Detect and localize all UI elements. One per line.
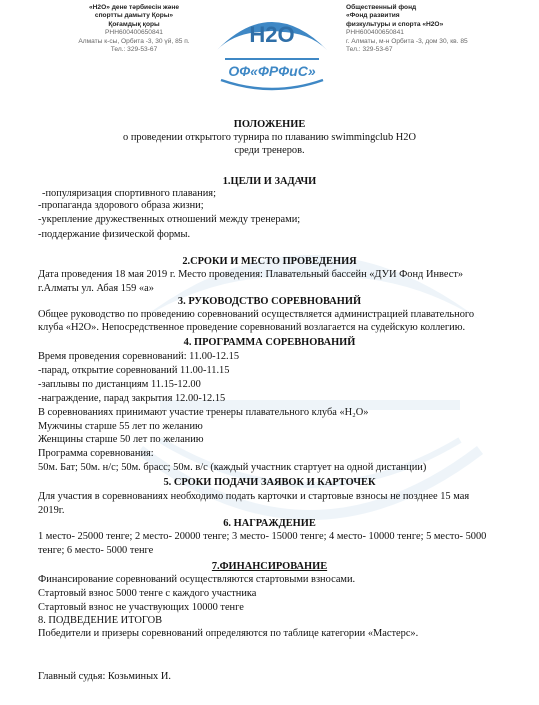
section4-line: Программа соревнования: (38, 448, 154, 459)
letterhead-left-line6: Тел.: 329-53-67 (110, 46, 158, 54)
section2-line1: Дата проведения 18 мая 2019 г. Место проведения: Плавательный бассейн «ДУИ Фонд Инвест» (38, 269, 464, 280)
letterhead-left-line2: спортты дамыту Қоры» (94, 12, 174, 20)
logo-text-bottom: ОФ«ФРФиС» (228, 63, 316, 79)
section1-item: -поддержание физической формы. (38, 229, 191, 240)
doc-subtitle-line1: о проведении открытого турнира по плаванию swimmingclub H2O (123, 132, 416, 143)
section1-item: -пропаганда здорового образа жизни; (38, 200, 204, 211)
letterhead-right-line6: Тел.: 329-53-67 (346, 46, 393, 54)
letterhead-left (64, 4, 204, 54)
logo-text-top: H2O (249, 22, 295, 47)
letterhead-right-line4: РНН600400650841 (346, 29, 404, 37)
section4-line: Мужчины старше 55 лет по желанию (38, 421, 203, 432)
section4-line: -парад, открытие соревнований 11.00-11.15 (38, 365, 230, 376)
section2-line2: г.Алматы ул. Абая 159 «а» (38, 283, 154, 294)
doc-title: ПОЛОЖЕНИЕ (233, 119, 306, 130)
h2o-logo (211, 2, 333, 92)
letterhead-right-line3: физкультуры и спорта «H2O» (346, 20, 444, 28)
section4-line: Женщины старше 50 лет по желанию (38, 434, 204, 445)
section2-heading: 2.СРОКИ И МЕСТО ПРОВЕДЕНИЯ (182, 256, 357, 267)
section6-line2: тенге; 6 место- 5000 тенге (38, 545, 154, 556)
doc-subtitle-line2: среди тренеров. (234, 145, 305, 156)
letterhead-left-line5: Алматы к-сы, Орбита -3, 30 үй, 85 п. (78, 37, 190, 45)
section6-line1: 1 место- 25000 тенге; 2 место- 20000 тенге; 3 место- 15000 тенге; 4 место- 10000 тенге; 5 место- 5000 (38, 531, 487, 542)
section4-heading: 4. ПРОГРАММА СОРЕВНОВАНИЙ (183, 337, 356, 348)
signature-line: Главный судья: Козьминых И. (38, 671, 171, 682)
section5-line2: 2019г. (38, 505, 65, 516)
letterhead-right (346, 4, 521, 54)
letterhead-left-line4: РНН600400650841 (105, 29, 163, 37)
section3-line1: Общее руководство по проведению соревнований осуществляется администрацией плавательного (38, 309, 475, 320)
section4-line: -заплывы по дистанциям 11.15-12.00 (38, 379, 201, 390)
section7-line: Стартовый взнос 5000 тенге с каждого участника (38, 588, 257, 599)
section1-item: -популяризация спортивного плавания; (42, 188, 216, 199)
letterhead-right-line5: г. Алматы, м-н Орбита -3, дом 30, кв. 85 (346, 37, 468, 45)
letterhead-left-line1: «H2O» дене тәрбиесін және (89, 4, 179, 11)
letterhead-left-line3: Қоғамдық қоры (108, 20, 160, 28)
section3-heading: 3. РУКОВОДСТВО СОРЕВНОВАНИЙ (177, 296, 362, 307)
section4-line: -награждение, парад закрытия 12.00-12.15 (38, 393, 226, 404)
section4-line: В соревнованиях принимают участие тренеры плавательного клуба «H₂O» (38, 407, 369, 418)
section4-line: Время проведения соревнований: 11.00-12.15 (38, 351, 240, 362)
section4-line: 50м. Бат; 50м. н/с; 50м. брасс; 50м. в/с (каждый участник стартует на одной дистанции) (38, 462, 427, 473)
section8-line1: Победители и призеры соревнований определяются по таблице категории «Мастерс». (38, 628, 419, 639)
letterhead-right-line2: «Фонд развития (346, 12, 400, 20)
section7-line: Финансирование соревнований осуществляются стартовыми взносами. (38, 574, 356, 585)
section7-heading: 7.ФИНАНСИРОВАНИЕ (211, 561, 328, 572)
section1-heading: 1.ЦЕЛИ И ЗАДАЧИ (222, 176, 317, 187)
section8-heading: 8. ПОДВЕДЕНИЕ ИТОГОВ (38, 615, 163, 626)
section7-line: Стартовый взнос не участвующих 10000 тенге (38, 602, 244, 613)
section5-heading: 5. СРОКИ ПОДАЧИ ЗАЯВОК И КАРТОЧЕК (163, 477, 376, 488)
section6-heading: 6. НАГРАЖДЕНИЕ (223, 518, 316, 529)
section5-line1: Для участия в соревнованиях необходимо подать карточки и стартовые взносы не позднее 15 мая (38, 491, 470, 502)
section1-item: -укрепление дружественных отношений между тренерами; (38, 214, 301, 225)
section3-line2: клуба «H2O». Непосредственное проведение соревнований возлагается на судейскую коллегию. (38, 322, 466, 333)
letterhead-right-line1: Общественный фонд (346, 4, 417, 11)
